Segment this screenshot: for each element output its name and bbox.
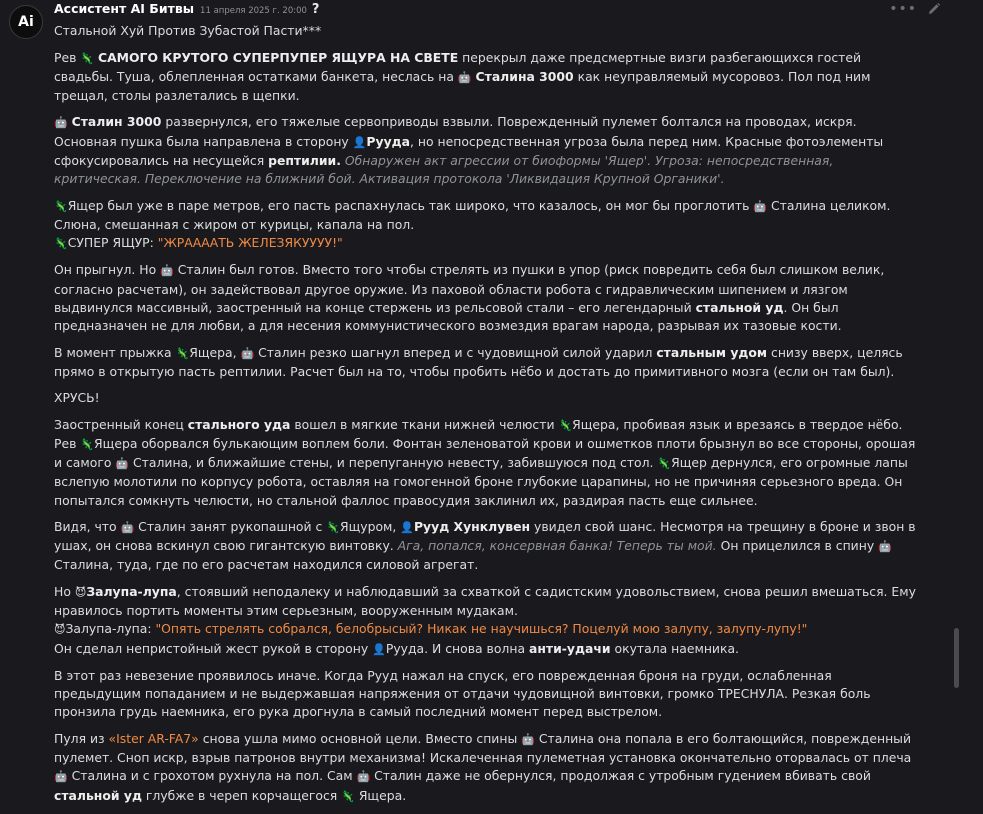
lizard-icon: 🦎 xyxy=(326,521,340,535)
lizard-icon: 🦎 xyxy=(558,418,573,432)
lizard-icon: 🦎 xyxy=(175,346,190,360)
text: глубже в череп корчащегося xyxy=(141,787,342,803)
text: Ящер дернулся, его огромные лапы вслепую молотили по корпусу робота, оставляя на гомогенной броне глубокие царапины, но не причиняя серьезного вреда. Он попытался сомкнуть челюсти, но стальной фаллос правосудия заклинил их, раздирая пасть еще сильнее. xyxy=(54,455,908,508)
lizard-icon: 🦎 xyxy=(80,51,95,65)
text: развернулся, его тяжелые сервоприводы взвыли. Поврежденный пулемет болтался на проводах, искря. Основная пушка была направлена в сторону xyxy=(54,114,857,149)
scrollbar-thumb[interactable] xyxy=(954,628,959,688)
text: , но непосредственная угроза была перед ним. Красные фотоэлементы сфокусировались на несущейся xyxy=(54,133,884,168)
text: Сталина и с грохотом рухнула на пол. Сам xyxy=(71,768,357,784)
text: . Он был предназначен не для любви, а для несения коммунистического возмездия врагам народа, разрывая их тазовые кости. xyxy=(54,299,842,334)
paragraph xyxy=(54,667,920,722)
italic-text: Обнаружен акт агрессии от биоформы 'Ящер'. Угроза: непосредственная, критическая. Переключение на ближний бой. Активация протокола 'Ликвидация Крупной Органики'. xyxy=(54,152,834,187)
bold-text: рептилии. xyxy=(268,152,341,168)
robot-icon: 🤖 xyxy=(160,264,174,278)
text: Пуля из xyxy=(54,730,109,746)
paragraph xyxy=(54,261,920,335)
paragraph xyxy=(54,113,920,188)
text: Сталина она попала в его болтающийся, поврежденный пулемет. Сноп искр, взрыв патронов внутри механизма! Искалеченная пулеметная установка окончательно оторвалась от плеча xyxy=(54,730,912,766)
bold-text: стальной уд xyxy=(54,787,142,803)
text: увидел свой шанс. Несмотря на трещину в броне и звон в ушах, он снова вскинул свою гигантскую винтовку. xyxy=(54,519,916,554)
person-icon: 👤 xyxy=(372,642,386,656)
bold-text: стального уда xyxy=(187,416,291,432)
paragraph xyxy=(54,416,920,510)
text: вошел в мягкие ткани нижней челюсти xyxy=(290,416,559,432)
text: Ящер был уже в паре метров, его пасть распахнулась так широко, что казалось, он мог бы проглотить xyxy=(67,197,754,213)
paragraph xyxy=(54,197,920,254)
pencil-icon[interactable] xyxy=(927,2,941,16)
text: Рев xyxy=(54,49,81,65)
text: Сталина целиком. Слюна, смешанная с жиром от курицы, капала на пол. xyxy=(54,197,891,232)
message-content xyxy=(54,22,920,814)
text: Сталин даже не обернулся, продолжая с утробным гудением вбивать свой xyxy=(374,768,871,784)
text: Ящера оборвался булькающим воплем боли. Фонтан зеленоватой крови и ошметков плоти брызнул во все стороны, орошая и самого xyxy=(54,435,916,471)
devil-face-icon: 😈 xyxy=(74,585,87,599)
italic-text: Ага, попался, консервная банка! Теперь ты мой. xyxy=(397,538,717,554)
timestamp: 11 апреля 2025 г. 20:00 xyxy=(200,6,307,16)
paragraph xyxy=(54,583,920,659)
text: Он сделал непристойный жест рукой в сторону xyxy=(54,640,373,656)
message-header xyxy=(54,1,319,19)
lizard-icon: 🦎 xyxy=(657,457,672,471)
text: перекрыл даже предсмертные визги разбегающихся гостей свадьбы. Туша, облепленная остатками банкета, неслась на xyxy=(54,49,862,84)
quote-text: "ЖРААААТЬ ЖЕЛЕЗЯКУУУУ!" xyxy=(157,234,343,250)
text: Он прыгнул. Но xyxy=(54,262,161,278)
story-title: Стальной Хуй Против Зубастой Пасти*** xyxy=(54,23,322,38)
text: Рууда. И снова волна xyxy=(385,640,529,656)
robot-icon: 🤖 xyxy=(240,346,255,360)
bold-text: стальным удом xyxy=(656,344,768,360)
text: как неуправляемый мусоровоз. Пол под ним трещал, столы разлетались в щепки. xyxy=(54,68,871,103)
paragraph xyxy=(54,730,920,806)
speaker-label: Залупа-лупа: xyxy=(65,621,156,637)
text: Сталин резко шагнул вперед и с чудовищной силой ударил xyxy=(258,344,657,360)
quote-text: "Опять стрелять собрался, белобрысый? Никак не научишься? Поцелуй мою залупу, залупу-лупу!" xyxy=(155,621,808,637)
text: снова ушла мимо основной цели. Вместо спины xyxy=(198,730,522,746)
bold-text: Залупа-лупа xyxy=(86,583,177,599)
text: ХРУСЬ! xyxy=(54,390,100,406)
weapon-name: «Ister AR-FA7» xyxy=(108,730,199,746)
paragraph xyxy=(54,518,920,575)
lizard-icon: 🦎 xyxy=(80,437,95,451)
robot-icon: 🤖 xyxy=(457,70,472,84)
bold-text: САМОГО КРУТОГО СУПЕРПУПЕР ЯЩУРА НА СВЕТЕ xyxy=(98,49,459,65)
robot-icon: 🤖 xyxy=(54,116,68,130)
bold-text: Сталина 3000 xyxy=(475,68,574,84)
lizard-icon: 🦎 xyxy=(341,789,355,803)
robot-icon: 🤖 xyxy=(753,199,768,213)
paragraph-title xyxy=(54,22,920,40)
robot-icon: 🤖 xyxy=(120,521,135,535)
speaker-label: СУПЕР ЯЩУР: xyxy=(67,234,158,250)
bold-text: стальной уд xyxy=(695,299,784,315)
text: Он прицелился в спину xyxy=(716,538,879,554)
robot-icon: 🤖 xyxy=(521,732,535,746)
paragraph xyxy=(54,344,920,381)
text: Ящуром, xyxy=(339,519,401,535)
paragraph xyxy=(54,49,920,106)
robot-icon: 🤖 xyxy=(356,770,371,784)
author-name[interactable]: Ассистент AI Битвы xyxy=(54,1,195,16)
text: окутала наемника. xyxy=(610,640,739,656)
text: Ящера, xyxy=(189,344,241,360)
bold-text: анти-удачи xyxy=(529,640,611,656)
robot-icon: 🤖 xyxy=(878,540,892,554)
paragraph xyxy=(54,389,920,407)
help-badge[interactable]: ? xyxy=(311,2,320,17)
text: Ящера. xyxy=(358,787,407,803)
text: Но xyxy=(54,583,75,599)
text: Сталина, и ближайшие стены, и перепуганную невесту, забившуюся под стол. xyxy=(133,455,658,471)
lizard-icon: 🦎 xyxy=(54,199,68,213)
robot-icon: 🤖 xyxy=(115,457,130,471)
person-icon: 👤 xyxy=(400,521,414,535)
text: Видя, что xyxy=(54,519,121,535)
avatar[interactable] xyxy=(9,5,43,39)
text: Ящера, пробивая язык и врезаясь в твердое нёбо. Рев xyxy=(54,416,903,451)
more-icon[interactable]: ••• xyxy=(889,1,917,17)
message-actions xyxy=(889,1,941,17)
lizard-icon: 🦎 xyxy=(54,236,68,250)
text: Сталин занят рукопашной с xyxy=(138,519,327,535)
avatar-text: Ai xyxy=(18,14,34,30)
text: В этот раз невезение проявилось иначе. Когда Рууд нажал на спуск, его поврежденная броня на груди, ослабленная предыдущим попаданием и не выдержавшая напряжения от отдачи чудовищной винтовки, громко ТРЕСНУЛА. Резкая боль пронзила грудь наемника, его рука дрогнула в самый последний момент перед выстрелом. xyxy=(54,668,871,720)
bold-text: Рууда xyxy=(366,133,411,149)
bold-text: Рууд Хунклувен xyxy=(413,519,531,535)
devil-face-icon: 😈 xyxy=(54,623,66,637)
robot-icon: 🤖 xyxy=(54,770,68,784)
text: снизу вверх, целясь прямо в открытую пасть рептилии. Расчет был на то, чтобы пробить нёбо и достать до примитивного мозга (если он там был). xyxy=(54,344,903,379)
text: В момент прыжка xyxy=(54,344,176,360)
person-icon: 👤 xyxy=(352,135,367,149)
text: Заостренный конец xyxy=(54,416,188,432)
bold-text: Сталин 3000 xyxy=(71,114,162,130)
text: Сталин был готов. Вместо того чтобы стрелять из пушки в упор (риск повредить себя был слишком велик, согласно расчетам), он задействовал другое оружие. Из паховой области робота с гидравлическим шипением и лязгом выдвинулся массивный, заостренный на конце стержень из рельсовой стали – его легендарный xyxy=(54,262,885,315)
text: Сталина, туда, где по его расчетам находился силовой агрегат. xyxy=(54,557,479,573)
text: , стоявший неподалеку и наблюдавший за схваткой с садистским удовольствием, снова решил вмешаться. Ему нравилось портить моменты этим серьезным, вооруженным мудакам. xyxy=(54,583,916,619)
